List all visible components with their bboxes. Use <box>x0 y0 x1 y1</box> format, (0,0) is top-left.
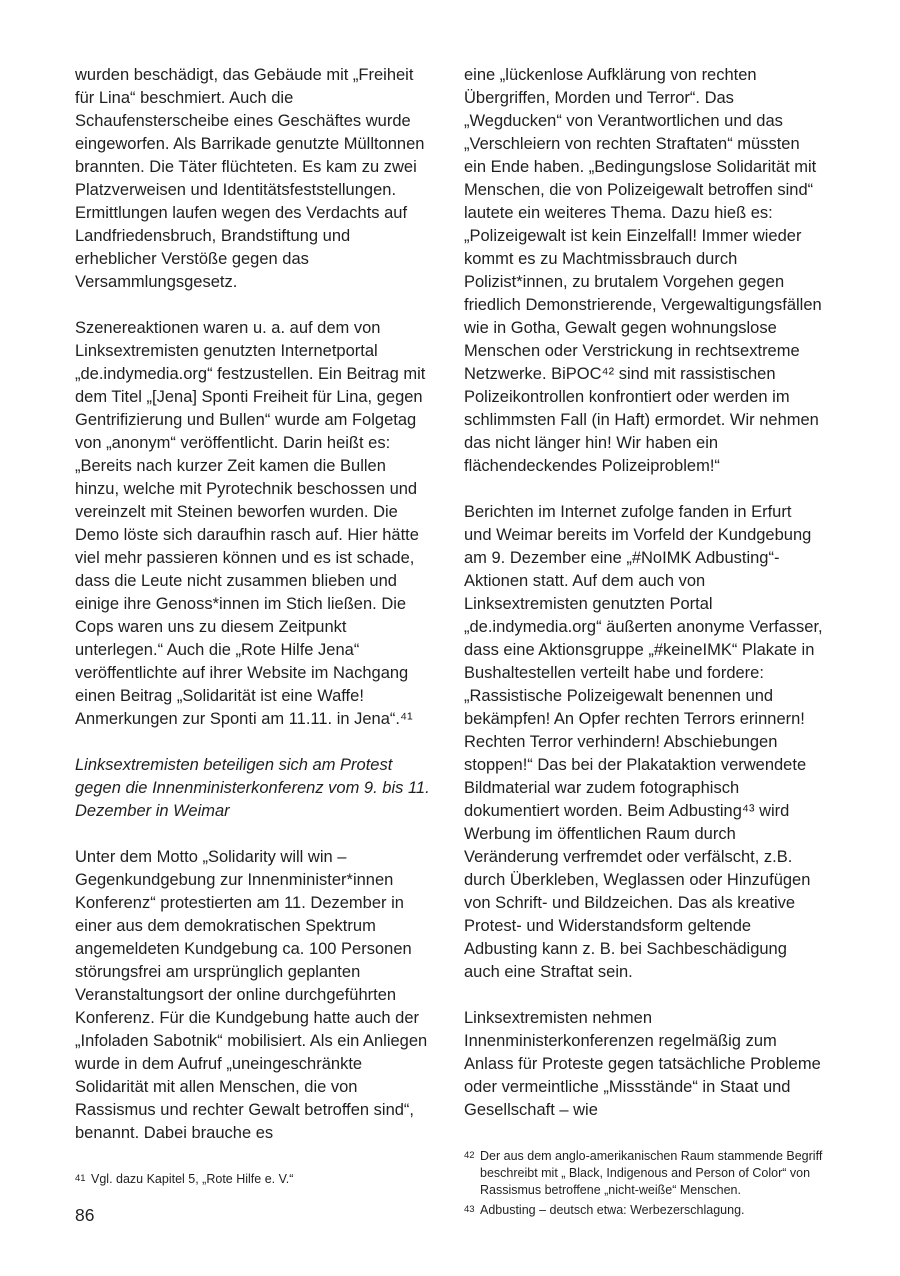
footnote <box>75 1171 434 1188</box>
footnote-marker: 42 <box>464 1150 475 1161</box>
footnote <box>464 1202 823 1219</box>
footnote <box>464 1148 823 1199</box>
body-paragraph: Szenereaktionen waren u. a. auf dem von Linksextremisten genutzten Internetportal „de.indymedia.org“ festzustellen. Ein Beitrag mit dem Titel „[Jena] Sponti Freiheit für Lina, gegen Gentrifizierung und Bullen“ wurde am Folgetag von „anonym“ veröffentlicht. Darin heißt es: „Bereits nach kurzer Zeit kamen die Bullen hinzu, welche mit Pyrotechnik beschossen und vereinzelt mit Steinen beworfen wurden. Die Demo löste sich daraufhin rasch auf. Hier hätte viel mehr passieren können und es ist schade, dass die Leute nicht zusammen blieben und einige ihre Genoss*innen im Stich ließen. Die Cops waren uns zu diesem Zeitpunkt unterlegen.“ Auch die „Rote Hilfe Jena“ veröffentlichte auf ihrer Website im Nachgang einen Beitrag „Solidarität ist eine Waffe! Anmerkungen zur Sponti am 11.11. in Jena“.⁴¹ <box>75 319 426 728</box>
footnote-marker: 43 <box>464 1204 475 1215</box>
footnote-text: Der aus dem anglo-amerikanischen Raum stammende Begriff beschreibt mit „ Black, Indigenous and Person of Color“ von Rassismus betroffene „nicht-weiße“ Menschen. <box>480 1149 823 1197</box>
body-paragraph: Unter dem Motto „Solidarity will win – Gegenkundgebung zur Innenminister*innen Konferenz“ protestierten am 11. Dezember in einer aus dem demokratischen Spektrum angemeldeten Kundgebung ca. 100 Personen störungsfrei am ursprünglich geplanten Veranstaltungsort der online durchgeführten Konferenz. Für die Kundgebung hatte auch der „Infoladen Sabotnik“ mobilisiert. Als ein Anliegen wurde in dem Aufruf „uneingeschränkte Solidarität mit allen Menschen, die von Rassismus und rechter Gewalt betroffen sind“, benannt. Dabei brauche es <box>75 848 428 1142</box>
footnote-text: Vgl. dazu Kapitel 5, „Rote Hilfe e. V.“ <box>91 1172 294 1186</box>
body-paragraph: Berichten im Internet zufolge fanden in Erfurt und Weimar bereits im Vorfeld der Kundgebung am 9. Dezember eine „#NoIMK Adbusting“-Aktionen statt. Auf dem auch von Linksextremisten genutzten Portal „de.indymedia.org“ äußerten anonyme Verfasser, dass eine Aktionsgruppe „#keineIMK“ Plakate in Bushaltestellen verteilt habe und fordere: „Rassistische Polizeigewalt benennen und bekämpfen! An Opfer rechten Terrors erinnern! Rechten Terror verhindern! Abschiebungen stoppen!“ Das bei der Plakataktion verwendete Bildmaterial war zudem fotographisch dokumentiert worden. Beim Adbusting⁴³ wird Werbung im öffentlichen Raum durch Veränderung verfremdet oder verfälscht, z.B. durch Überkleben, Weglassen oder Hinzufügen von Schrift- und Bildzeichen. Das als kreative Protest- und Widerstandsform geltende Adbusting kann z. B. bei Sachbeschädigung auch eine Straftat sein. <box>464 503 823 981</box>
footnotes-left <box>75 1168 434 1188</box>
right-column <box>464 64 823 1217</box>
page-number: 86 <box>75 1205 95 1225</box>
footnote-marker: 41 <box>75 1173 86 1184</box>
footnote-text: Adbusting – deutsch etwa: Werbezerschlagung. <box>480 1203 745 1217</box>
body-paragraph: eine „lückenlose Aufklärung von rechten Übergriffen, Morden und Terror“. Das „Wegducken“ von Verantwortlichen und das „Verschleiern von rechten Straftaten“ müssten ein Ende haben. „Bedingungslose Solidarität mit Menschen, die von Polizeigewalt betroffen sind“ lautete ein weiteres Thema. Dazu hieß es: „Polizeigewalt ist kein Einzelfall! Immer wieder kommt es zu Machtmissbrauch durch Polizist*innen, zu brutalem Vorgehen gegen friedlich Demonstrierende, Vergewaltigungsfällen wie in Gotha, Gewalt gegen wohnungslose Menschen oder Verstrickung in rechtsextreme Netzwerke. BiPOC⁴² sind mit rassistischen Polizeikontrollen konfrontiert oder werden im schlimmsten Fall (in Haft) ermordet. Wir nehmen das nicht länger hin! Wir haben ein flächendeckendes Polizeiproblem!“ <box>464 66 822 475</box>
footnotes-right <box>464 1145 823 1219</box>
body-paragraph: wurden beschädigt, das Gebäude mit „Freiheit für Lina“ beschmiert. Auch die Schaufensterscheibe eines Geschäftes wurde eingeworfen. Als Barrikade genutzte Mülltonnen brannten. Die Täter flüchteten. Es kam zu zwei Platzverweisen und Identitätsfeststellungen. Ermittlungen laufen wegen des Verdachts auf Landfriedensbruch, Brandstiftung und erheblicher Verstöße gegen das Versammlungsgesetz. <box>75 66 425 291</box>
body-paragraph: Linksextremisten nehmen Innenministerkonferenzen regelmäßig zum Anlass für Proteste gegen tatsächliche Probleme oder vermeintliche „Missstände“ in Staat und Gesellschaft – wie <box>464 1009 821 1119</box>
section-heading: Linksextremisten beteiligen sich am Protest gegen die Innenministerkonferenz vom 9. bis 11. Dezember in Weimar <box>75 756 430 820</box>
left-column <box>75 64 434 1186</box>
